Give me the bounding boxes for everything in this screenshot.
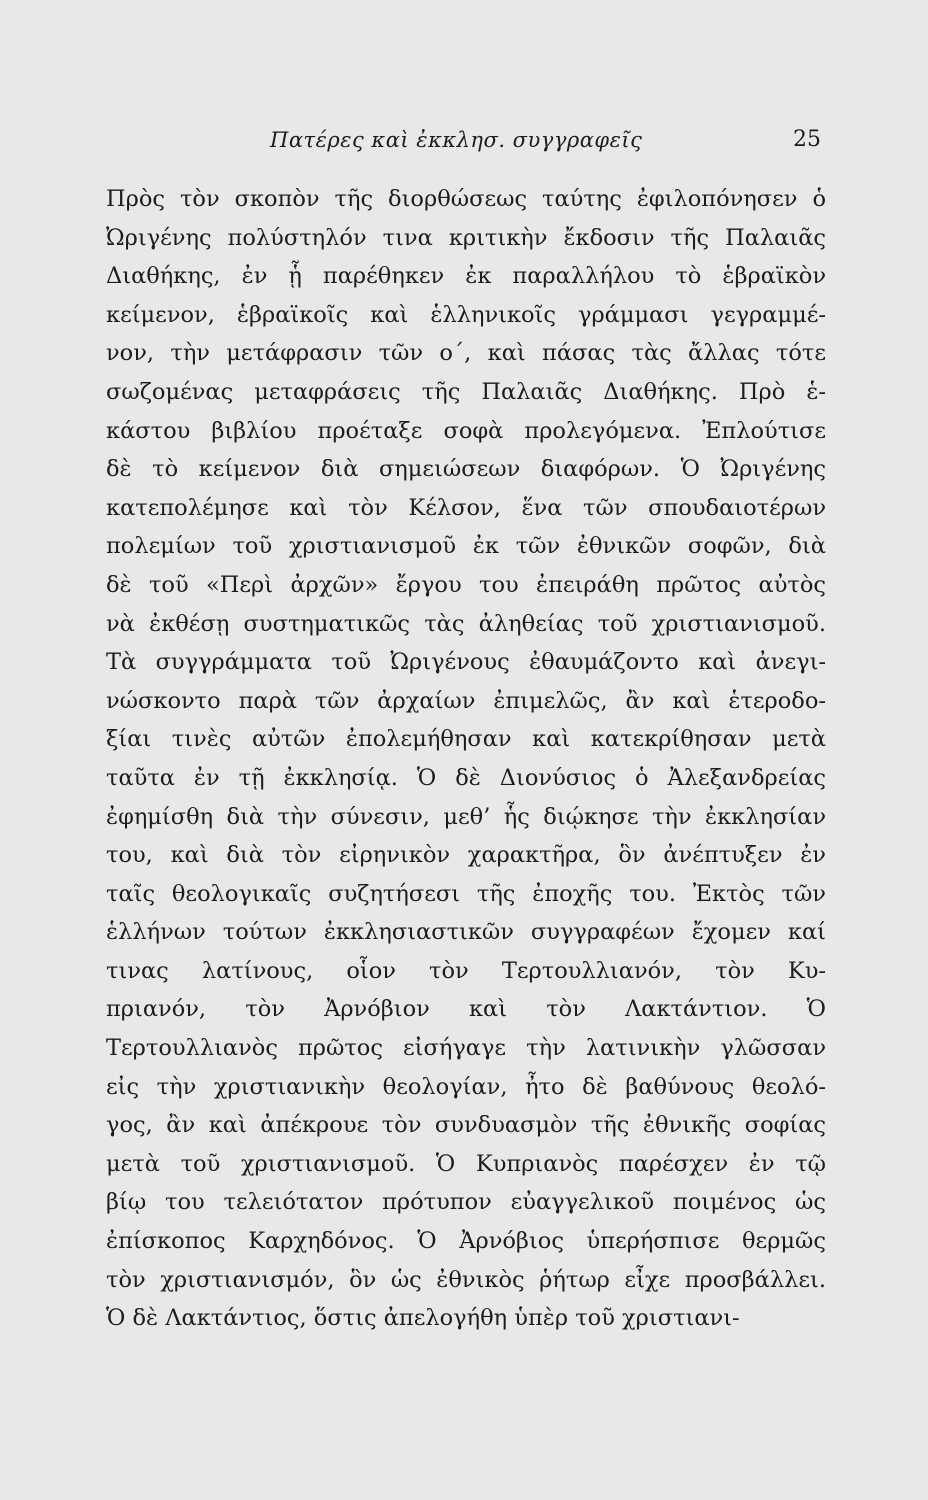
text-line: Ὁ δὲ Λακτάντιος, ὅστις ἀπελογήθη ὑπὲρ τοῦ χριστιανι- — [106, 1305, 740, 1332]
text-line: ἐφημίσθη διὰ τὴν σύνεσιν, μεθ’ ἧς διῴκησε τὴν ἐκκλησίαν — [106, 803, 826, 830]
text-line: κατεπολέμησε καὶ τὸν Κέλσον, ἕνα τῶν σπουδαιοτέρων — [106, 494, 826, 521]
text-line: δὲ τοῦ «Περὶ ἀρχῶν» ἔργου του ἐπειράθη πρῶτος αὐτὸς — [106, 571, 826, 598]
text-line: Πρὸς τὸν σκοπὸν τῆς διορθώσεως ταύτης ἐφιλοπόνησεν ὁ — [106, 186, 826, 212]
text-line: τὸν χριστιανισμόν, ὃν ὡς ἐθνικὸς ῥήτωρ εἶχε προσβάλλει. — [106, 1266, 826, 1293]
text-line: Τὰ συγγράμματα τοῦ Ὠριγένους ἐθαυμάζοντο καὶ ἀνεγι- — [106, 649, 826, 676]
text-line: ἑλλήνων τούτων ἐκκλησιαστικῶν συγγραφέων ἔχομεν καί — [106, 919, 826, 946]
page-number: 25 — [793, 127, 821, 152]
text-line: πολεμίων τοῦ χριστιανισμοῦ ἐκ τῶν ἐθνικῶν σοφῶν, διὰ — [106, 533, 826, 560]
text-line: πριανόν, τὸν Ἀρνόβιον καὶ τὸν Λακτάντιον. Ὁ — [106, 996, 826, 1023]
text-line: νον, τὴν μετάφρασιν τῶν ο΄, καὶ πάσας τὰς ἄλλας τότε — [106, 340, 826, 367]
text-line: Τερτουλλιανὸς πρῶτος εἰσήγαγε τὴν λατινικὴν γλῶσσαν — [106, 1035, 826, 1062]
text-line: δὲ τὸ κείμενον διὰ σημειώσεων διαφόρων. Ὁ Ὠριγένης — [106, 456, 826, 483]
text-line: μετὰ τοῦ χριστιανισμοῦ. Ὁ Κυπριανὸς παρέσχεν ἐν τῷ — [106, 1150, 826, 1177]
text-line: κείμενον, ἑβραϊκοῖς καὶ ἑλληνικοῖς γράμμασι γεγραμμέ- — [106, 301, 826, 328]
text-line: του, καὶ διὰ τὸν εἰρηνικὸν χαρακτῆρα, ὃν ἀνέπτυξεν ἐν — [106, 842, 826, 869]
text-line: νὰ ἐκθέσῃ συστηματικῶς τὰς ἀληθείας τοῦ χριστιανισμοῦ. — [106, 610, 826, 637]
text-line: βίῳ του τελειότατον πρότυπον εὐαγγελικοῦ ποιμένος ὡς — [106, 1189, 826, 1216]
text-line: ταῖς θεολογικαῖς συζητήσεσι τῆς ἐποχῆς του. Ἐκτὸς τῶν — [106, 880, 826, 907]
text-line: ἐπίσκοπος Καρχηδόνος. Ὁ Ἀρνόβιος ὑπερήσπισε θερμῶς — [106, 1228, 826, 1255]
text-line: Ὠριγένης πολύστηλόν τινα κριτικὴν ἔκδοσιν τῆς Παλαιᾶς — [106, 224, 826, 251]
text-line: εἰς τὴν χριστιανικὴν θεολογίαν, ἦτο δὲ βαθύνους θεολό- — [106, 1073, 826, 1100]
text-line: τινας λατίνους, οἷον τὸν Τερτουλλιανόν, τὸν Κυ- — [106, 957, 826, 984]
text-line: Διαθήκης, ἐν ᾗ παρέθηκεν ἐκ παραλλήλου τὸ ἑβραϊκὸν — [106, 263, 826, 290]
text-line: σωζομένας μεταφράσεις τῆς Παλαιᾶς Διαθήκης. Πρὸ ἑ- — [106, 378, 826, 405]
body-text — [106, 180, 826, 1338]
text-line: γος, ἂν καὶ ἀπέκρουε τὸν συνδυασμὸν τῆς ἐθνικῆς σοφίας — [106, 1112, 826, 1139]
running-title: Πατέρες καὶ ἐκκλησ. συγγραφεῖς — [270, 128, 643, 152]
text-line: νώσκοντο παρὰ τῶν ἀρχαίων ἐπιμελῶς, ἂν καὶ ἑτεροδο- — [106, 687, 826, 714]
text-line: ταῦτα ἐν τῇ ἐκκλησίᾳ. Ὁ δὲ Διονύσιος ὁ Ἀλεξανδρείας — [106, 764, 826, 791]
text-line: κάστου βιβλίου προέταξε σοφὰ προλεγόμενα. Ἐπλούτισε — [106, 417, 826, 444]
text-line: ξίαι τινὲς αὐτῶν ἐπολεμήθησαν καὶ κατεκρίθησαν μετὰ — [106, 726, 826, 753]
